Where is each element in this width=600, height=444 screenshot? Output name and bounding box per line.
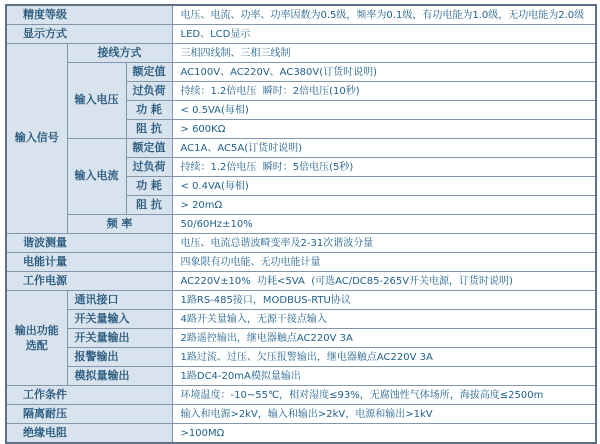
row-alarm-output [6, 348, 596, 367]
digital-output-value: 2路遥控输出，继电器触点AC220V 3A [172, 329, 596, 348]
power-supply-value: AC220V±10% 功耗<5VA (可选AC/DC85-265V开关电源，订货时说明) [172, 272, 596, 291]
output-options-label [6, 291, 67, 386]
comm-label: 通讯接口 [67, 291, 172, 310]
row-isolation-voltage [6, 405, 596, 424]
row-harmonics [6, 234, 596, 253]
display-label: 显示方式 [6, 25, 172, 44]
row-energy-metering [6, 253, 596, 272]
row-insulation-resistance [6, 424, 596, 444]
row-current-rated [6, 139, 596, 158]
row-frequency [6, 215, 596, 234]
voltage-impedance-label: 阻 抗 [126, 120, 172, 139]
analog-output-label: 模拟量输出 [67, 367, 172, 386]
harmonics-label: 谐波测量 [6, 234, 172, 253]
current-rated-value: AC1A、AC5A(订货时说明) [172, 139, 596, 158]
input-current-label: 输入电流 [67, 139, 126, 215]
energy-metering-label: 电能计量 [6, 253, 172, 272]
row-comm [6, 291, 596, 310]
row-digital-input [6, 310, 596, 329]
working-conditions-label: 工作条件 [6, 386, 172, 405]
current-consumption-label: 功 耗 [126, 177, 172, 196]
voltage-consumption-value: < 0.5VA(每相) [172, 101, 596, 120]
alarm-output-value: 1路过流、过压、欠压报警输出，继电器触点AC220V 3A [172, 348, 596, 367]
frequency-label: 频 率 [67, 215, 172, 234]
digital-output-label: 开关量输出 [67, 329, 172, 348]
energy-metering-value: 四象限有功电能、无功电能计量 [172, 253, 596, 272]
row-display [6, 25, 596, 44]
wiring-label: 接线方式 [67, 44, 172, 63]
current-rated-label: 额定值 [126, 139, 172, 158]
digital-input-label: 开关量输入 [67, 310, 172, 329]
working-conditions-value: 环境温度：-10~55℃，相对湿度≤93%，无腐蚀性气体场所，海拔高度≤2500m [172, 386, 596, 405]
row-accuracy [6, 5, 596, 25]
voltage-overload-label: 过负荷 [126, 82, 172, 101]
row-digital-output [6, 329, 596, 348]
row-wiring [6, 44, 596, 63]
output-options-label-text: 输出功能选配 [14, 323, 59, 352]
voltage-overload-value: 持续：1.2倍电压 瞬时：2倍电压(10秒) [172, 82, 596, 101]
display-value: LED、LCD显示 [172, 25, 596, 44]
current-impedance-value: > 20mΩ [172, 196, 596, 215]
insulation-resistance-label: 绝缘电阻 [6, 424, 172, 444]
harmonics-value: 电压、电流总谐波畸变率及2-31次谐波分量 [172, 234, 596, 253]
row-voltage-rated [6, 63, 596, 82]
input-voltage-label: 输入电压 [67, 63, 126, 139]
analog-output-value: 1路DC4-20mA模拟量输出 [172, 367, 596, 386]
spec-table [5, 4, 597, 444]
alarm-output-label: 报警输出 [67, 348, 172, 367]
input-signal-label: 输入信号 [6, 44, 67, 234]
current-overload-label: 过负荷 [126, 158, 172, 177]
isolation-voltage-value: 输入和电源>2kV，输入和输出>2kV，电源和输出>1kV [172, 405, 596, 424]
row-analog-output [6, 367, 596, 386]
frequency-value: 50/60Hz±10% [172, 215, 596, 234]
wiring-value: 三相四线制、三相三线制 [172, 44, 596, 63]
row-power-supply [6, 272, 596, 291]
voltage-rated-label: 额定值 [126, 63, 172, 82]
digital-input-value: 4路开关量输入，无源干接点输入 [172, 310, 596, 329]
comm-value: 1路RS-485接口，MODBUS-RTU协议 [172, 291, 596, 310]
isolation-voltage-label: 隔离耐压 [6, 405, 172, 424]
accuracy-value: 电压、电流、功率、功率因数为0.5级，频率为0.1级，有功电能为1.0级，无功电能为2.0级 [172, 5, 596, 25]
voltage-consumption-label: 功 耗 [126, 101, 172, 120]
current-consumption-value: < 0.4VA(每相) [172, 177, 596, 196]
voltage-impedance-value: > 600KΩ [172, 120, 596, 139]
insulation-resistance-value: >100MΩ [172, 424, 596, 444]
voltage-rated-value: AC100V、AC220V、AC380V(订货时说明) [172, 63, 596, 82]
power-supply-label: 工作电源 [6, 272, 172, 291]
current-impedance-label: 阻 抗 [126, 196, 172, 215]
row-working-conditions [6, 386, 596, 405]
accuracy-label: 精度等级 [6, 5, 172, 25]
current-overload-value: 持续：1.2倍电压 瞬时：5倍电压(5秒) [172, 158, 596, 177]
